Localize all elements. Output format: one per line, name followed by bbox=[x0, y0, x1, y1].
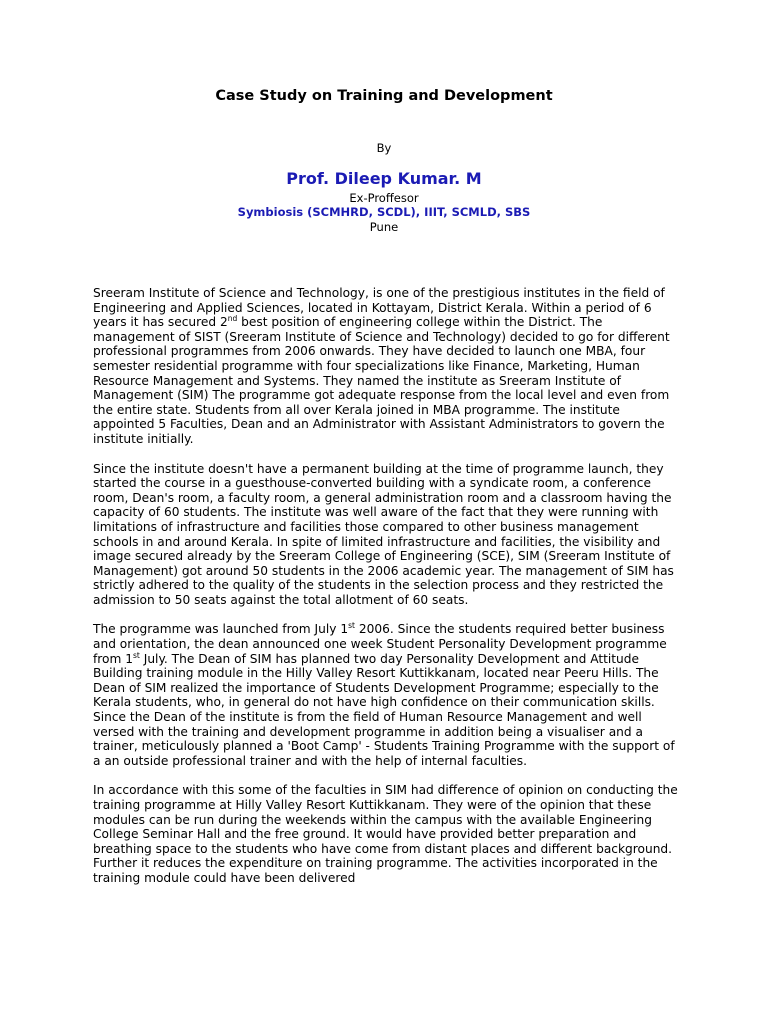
ordinal-suffix: st bbox=[133, 650, 140, 660]
document-body bbox=[93, 286, 683, 901]
paragraph-text: Sreeram Institute of Science and Technology, is one of the prestigious institutes in the field of Engineering and Applied Sciences, located in Kottayam, District Kerala. Within a period of 6 years it has secured 2 bbox=[93, 286, 665, 330]
paragraph-text: best position of engineering college within the District. The management of SIST (Sreeram Institute of Science and Technology) decided to go for different professional programmes from 2006 onwards. They have decided to launch one MBA, four semester residential programme with four specializations like Finance, Marketing, Human Resource Management and Systems. They named the institute as Sreeram Institute of Management (SIM) The programme got adequate response from the local level and even from the entire state. Students from all over Kerala joined in MBA programme. The institute appointed 5 Faculties, Dean and an Administrator with Assistant Administrators to govern the institute initially. bbox=[93, 315, 670, 446]
ordinal-suffix: st bbox=[348, 621, 355, 631]
document-title: Case Study on Training and Development bbox=[215, 88, 553, 104]
paragraph-4: In accordance with this some of the faculties in SIM had difference of opinion on conducting the training programme at Hilly Valley Resort Kuttikkanam. They were of the opinion that these modules can be run during the weekends within the campus with the available Engineering College Seminar Hall and the free ground. It would have provided better preparation and breathing space to the students who have come from distant places and different background. Further it reduces the expenditure on training programme. The activities incorporated in the training module could have been delivered bbox=[93, 783, 678, 885]
author-name: Prof. Dileep Kumar. M bbox=[286, 169, 482, 188]
author-institutions: Symbiosis (SCMHRD, SCDL), IIIT, SCMLD, SBS bbox=[237, 205, 531, 219]
paragraph-3 bbox=[93, 622, 683, 768]
paragraph-text: The programme was launched from July 1 bbox=[93, 622, 349, 637]
byline: By bbox=[376, 141, 392, 155]
paragraph-2: Since the institute doesn't have a permanent building at the time of programme launch, they started the course in a guesthouse-converted building with a syndicate room, a conference room, Dean's room, a faculty room, a general administration room and a classroom having the capacity of 60 students. The institute was well aware of the fact that they were running with limitations of infrastructure and facilities those compared to other business management schools in and around Kerala. In spite of limited infrastructure and facilities, the visibility and image secured already by the Sreeram College of Engineering (SCE), SIM (Sreeram Institute of Management) got around 50 students in the 2006 academic year. The management of SIM has strictly adhered to the quality of the students in the selection process and they restricted the admission to 50 seats against the total allotment of 60 seats. bbox=[93, 461, 674, 607]
paragraph-text: 2006. Since the students required better business and orientation, the dean announced one week Student Personality Development programme from 1 bbox=[93, 622, 667, 666]
paragraph-1 bbox=[93, 286, 683, 447]
ordinal-suffix: nd bbox=[227, 314, 238, 324]
author-city: Pune bbox=[369, 220, 399, 234]
author-role: Ex-Proffesor bbox=[349, 191, 419, 205]
paragraph-text: July. The Dean of SIM has planned two day Personality Development and Attitude Building training module in the Hilly Valley Resort Kuttikkanam, located near Peeru Hills. The Dean of SIM realized the importance of Students Development Programme; especially to the Kerala students, who, in general do not have high confidence on their communication skills. Since the Dean of the institute is from the field of Human Resource Management and well versed with the training and development programme in addition being a visualiser and a trainer, meticulously planned a 'Boot Camp' - Students Training Programme with the support of a an outside professional trainer and with the help of internal faculties. bbox=[93, 651, 675, 768]
